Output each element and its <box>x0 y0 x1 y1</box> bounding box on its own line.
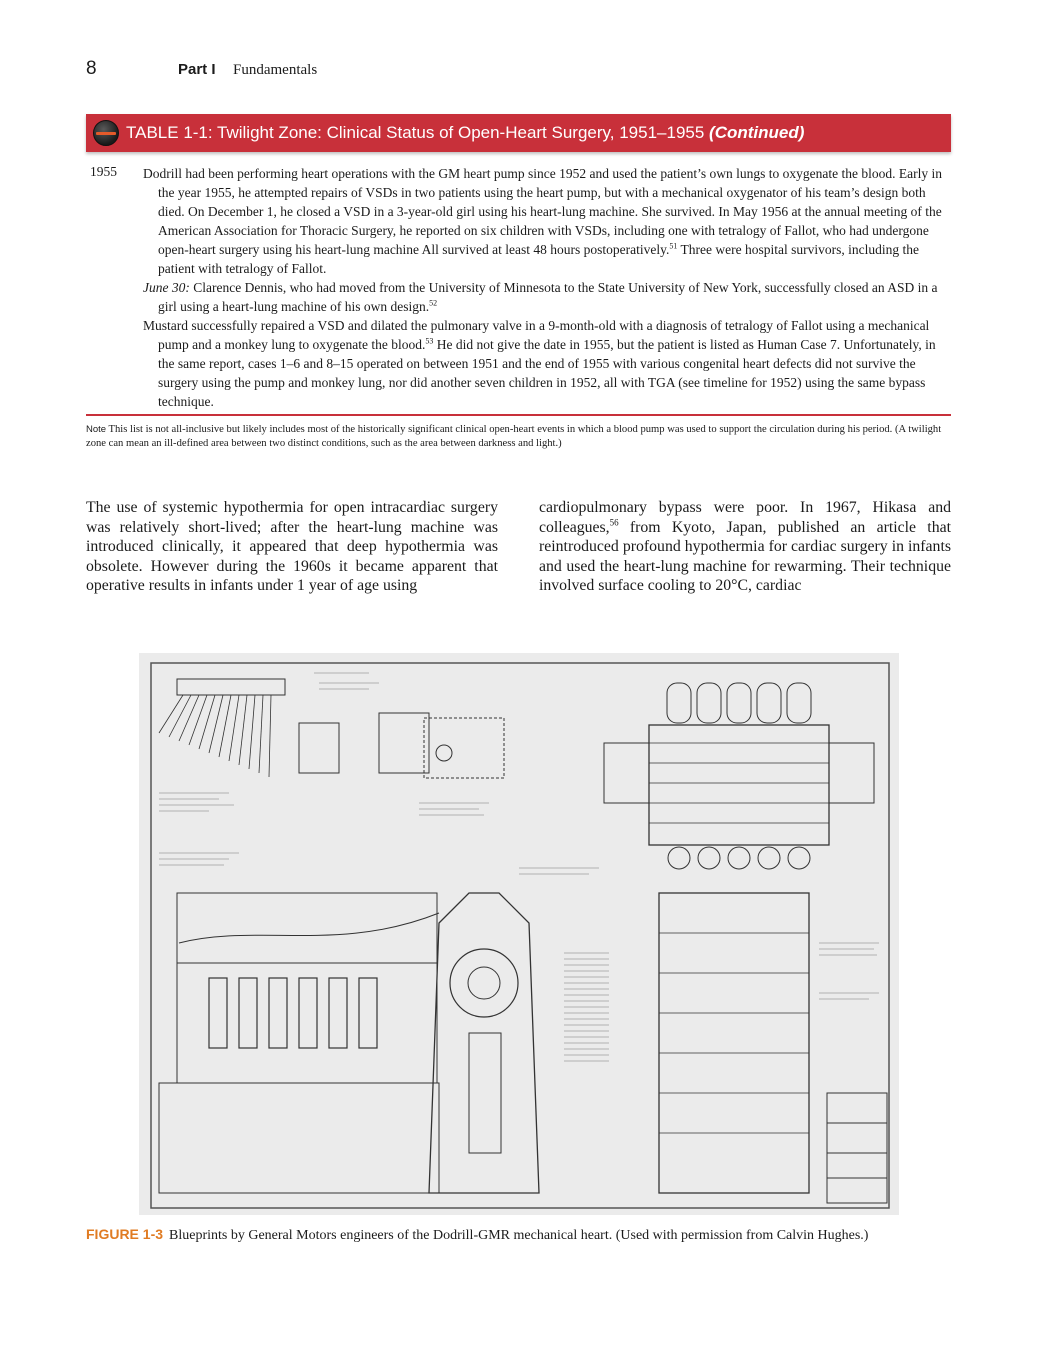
table-year: 1955 <box>90 164 117 179</box>
entry-text-tail: Three were hospital survivors, including the patient with tetralogy of Fallot. <box>158 242 919 276</box>
section-label: Fundamentals <box>233 62 318 78</box>
note-label: Note <box>86 424 107 435</box>
figure-label: FIGURE 1-3 <box>86 1226 164 1242</box>
page-number: 8 <box>86 58 97 79</box>
entry-date: June 30: <box>143 280 190 295</box>
figure-caption-text: Blueprints by General Motors engineers of the Dodrill-GMR mechanical heart. (Used with permission from Calvin Hughes.) <box>169 1228 869 1243</box>
blueprint-figure <box>139 653 899 1215</box>
body-column-left: The use of systemic hypothermia for open intracardiac surgery was relatively short-lived; after the heart-lung machine was introduced clinically, it appeared that deep hypothermia was obsolete. However during the 1960s it became apparent that operative results in infants under 1 year of age using <box>86 499 498 595</box>
table-entry-dennis <box>143 278 943 316</box>
table-title-text: TABLE 1-1: Twilight Zone: Clinical Status of Open-Heart Surgery, 1951–1955 <box>126 123 705 142</box>
table-continued: (Continued) <box>709 123 805 142</box>
table-bullet-icon <box>93 120 119 146</box>
table-note <box>86 423 956 451</box>
entry-text: Mustard successfully repaired a VSD and dilated the pulmonary valve in a 9-month-old with a diagnosis of tetralogy of Fallot using a mechanical pump and a monkey lung to oxygenate the blood. <box>143 318 930 352</box>
note-text: This list is not all-inclusive but likely includes most of the historically significant clinical open-heart events in which a blood pump was used to support the circulation during his period. (A twilight zone can mean an ill-defined area between two distinct conditions, such as the area between darkness and light.) <box>86 424 942 449</box>
body-column-right <box>539 498 951 596</box>
entry-text: Dodrill had been performing heart operations with the GM heart pump since 1952 and used the patient’s own lungs to oxygenate the blood. Early in the year 1955, he attempted repairs of VSDs in two patients using the heart pump, but with a mechanical oxygenator of his team’s design both died. On December 1, he closed a VSD in a 3-year-old girl using his heart-lung machine. She survived. In May 1956 at the annual meeting of the American Association for Thoracic Surgery, he reported on six children with VSDs, including one with tetralogy of Fallot, who had undergone open-heart surgery using his heart-lung machine All survived at least 48 hours postoperatively. <box>143 166 942 257</box>
reference-51: 51 <box>669 241 678 251</box>
table-entry-mustard <box>143 316 943 411</box>
reference-52: 52 <box>429 298 438 308</box>
table-bottom-rule <box>86 414 951 416</box>
blueprint-drawing <box>139 653 899 1215</box>
table-entries <box>143 164 943 411</box>
table-title-banner <box>86 114 951 152</box>
part-label: Part I <box>178 61 216 78</box>
figure-caption <box>86 1226 986 1244</box>
entry-text: Clarence Dennis, who had moved from the University of Minnesota to the State University of New York, successfully closed an ASD in a girl using a heart-lung machine of his own design. <box>158 280 938 314</box>
table-entry-dodrill <box>143 164 943 278</box>
body-text-tail: from Kyoto, Japan, published an article that reintroduced profound hypothermia for cardiac surgery in infants and used the heart-lung machine for rewarming. Their technique involved surface cooling to 20°C, cardiac <box>539 518 951 595</box>
reference-53: 53 <box>425 336 434 346</box>
table-title <box>126 123 804 143</box>
body-text: cardiopulmonary bypass were poor. In 1967, Hikasa and colleagues, <box>539 499 951 536</box>
reference-56: 56 <box>609 517 619 528</box>
entry-text-tail: He did not give the date in 1955, but the patient is listed as Human Case 7. Unfortunately, in the same report, cases 1–6 and 8–15 operated on between 1951 and the end of 1955 with various congenital heart defects did not survive the surgery using the pump and monkey lung, nor did another seven children in 1952, all with TGA (see timeline for 1952) using the same bypass technique. <box>158 337 936 409</box>
